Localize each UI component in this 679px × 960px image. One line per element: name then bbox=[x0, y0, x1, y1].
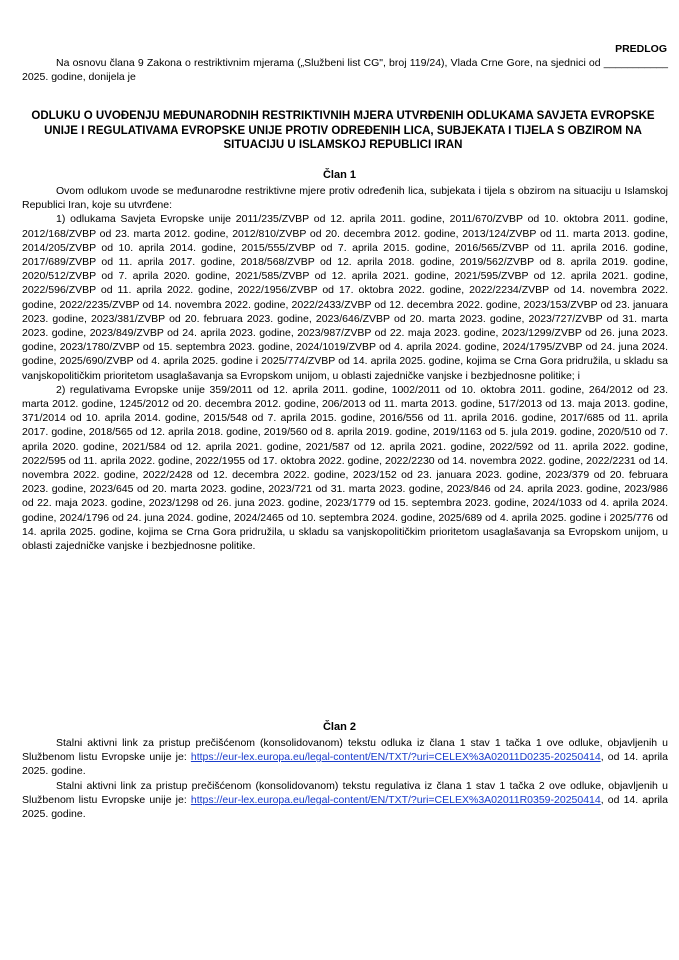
intro-text: Na osnovu člana 9 Zakona o restriktivnim mjerama („Službeni list CG", broj 119/24), Vlada Crne Gore, na sjednici od ___________ 2025. godine, donijela je bbox=[22, 57, 668, 84]
eur-lex-decisions-link[interactable]: https://eur-lex.europa.eu/legal-content/EN/TXT/?uri=CELEX%3A02011D0235-20250414 bbox=[190, 751, 601, 764]
clan-1-item-1: 1) odlukama Savjeta Evropske unije 2011/235/ZVBP od 12. aprila 2011. godine, 2011/670/ZVBP od 10. oktobra 2011. godine, 2012/168/ZVBP od 23. marta 2012. godine, 2012/810/ZVBP od 20. decembra 2012. godine, 2013/124/ZVBP od 11. marta 2013. godine, 2014/205/ZVBP od 10. aprila 2014. godine, 2015/555/ZVBP od 7. aprila 2015. godine, 2016/565/ZVBP od 11. aprila 2016. godine, 2017/689/ZVBP od 11. aprila 2017. godine, 2018/568/ZVBP od 12. aprila 2018. godine, 2019/562/ZVBP od 8. aprila 2019. godine, 2020/512/ZVBP od 7. aprila 2020. godine, 2021/585/ZVBP od 12. aprila 2021. godine, 2021/595/ZVBP od 12. aprila 2021. godine, 2022/596/ZVBP od 11. aprila 2022. godine, 2022/1956/ZVBP od 17. oktobra 2022. godine, 2022/2234/ZVBP od 14. novembra 2022. godine, 2022/2235/ZVBP od 14. novembra 2022. godine, 2022/2433/ZVBP od 12. decembra 2022. godine, 2023/153/ZVBP od 23. januara 2023. godine, 2023/381/ZVBP od 20. februara 2023. godine, 2023/646/ZVBP od 20. marta 2023. godine, 2023/727/ZVBP od 31. marta 2023. godine, 2023/849/ZVBP od 24. aprila 2023. godine, 2023/987/ZVBP od 22. maja 2023. godine, 2023/1299/ZVBP od 26. juna 2023. godine, 2023/1780/ZVBP od 15. septembra 2023. godine, 2024/1019/ZVBP od 4. aprila 2024. godine, 2024/1795/ZVBP od 24. juna 2024. godine, 2025/690/ZVBP od 4. aprila 2025. godine i 2025/774/ZVBP od 14. aprila 2025. godine, kojima se Crna Gora pridružila, u skladu sa vanjskopolitičkim prioritetom usaglašavanja sa Evropskom unijom, u oblasti zajedničke vanjske i bezbjednosne politike; i bbox=[22, 213, 668, 382]
predlog-label: PREDLOG bbox=[615, 43, 667, 55]
eur-lex-regulations-link[interactable]: https://eur-lex.europa.eu/legal-content/EN/TXT/?uri=CELEX%3A02011R0359-20250414 bbox=[190, 793, 601, 806]
clan-1-body bbox=[22, 184, 668, 553]
clan-2-p1-text: Stalni aktivni link za pristup prečišćenom (konsolidovanom) tekstu odluka iz člana 1 stav 1 tačka 1 ove odluke, objavljenih u Službenom listu Evropske unije je: bbox=[22, 737, 668, 764]
clan-2-body bbox=[22, 736, 668, 821]
clan-2-p2-date: , od 14. aprila 2025. godine. bbox=[22, 793, 668, 821]
clan-2-paragraph-1 bbox=[22, 736, 668, 779]
intro-paragraph bbox=[22, 56, 668, 84]
clan-1-item-2: 2) regulativama Evropske unije 359/2011 od 12. aprila 2011. godine, 1002/2011 od 10. oktobra 2011. godine, 264/2012 od 23. marta 2012. godine, 1245/2012 od 20. decembra 2012. godine, 206/2013 od 11. marta 2013. godine, 517/2013 od 13. maja 2013. godine, 371/2014 od 10. aprila 2014. godine, 2015/548 od 7. aprila 2015. godine, 2016/556 od 11. aprila 2016. godine, 2017/685 od 11. aprila 2017. godine, 2018/565 od 12. aprila 2018. godine, 2019/560 od 8. aprila 2019. godine, 2019/1163 od 5. jula 2019. godine, 2020/510 od 7. aprila 2020. godine, 2021/584 od 12. aprila 2021. godine, 2021/587 od 12. aprila 2021. godine, 2022/592 od 11. aprila 2022. godine, 2022/595 od 11. aprila 2022. godine, 2022/1955 od 17. oktobra 2022. godine, 2022/2230 od 14. novembra 2022. godine, 2022/2231 od 14. novembra 2022. godine, 2022/2428 od 12. decembra 2022. godine, 2023/152 od 23. januara 2023. godine, 2023/379 od 20. februara 2023. godine, 2023/645 od 20. marta 2023. godine, 2023/721 od 31. marta 2023. godine, 2023/846 od 24. aprila 2023. godine, 2023/986 od 22. maja 2023. godine, 2023/1298 od 26. juna 2023. godine, 2023/1779 od 15. septembra 2023. godine, 2024/1033 od 4. aprila 2024. godine, 2024/1796 od 24. juna 2024. godine, 2024/2465 od 10. septembra 2024. godine, 2025/689 od 4. aprila 2025. godine i 2025/776 od 14. aprila 2025. godine, kojima se Crna Gora pridružila, u skladu sa vanjskopolitičkim prioritetom usaglašavanja sa Evropskom unijom, u oblasti zajedničke vanjske i bezbjednosne politike. bbox=[22, 383, 668, 553]
clan-1-paragraph: Ovom odlukom uvode se međunarodne restriktivne mjere protiv određenih lica, subjekata i tijela s obzirom na situaciju u Islamskoj Republici Iran, koje su utvrđene: bbox=[22, 185, 668, 212]
clan-1-heading: Član 1 bbox=[322, 169, 356, 181]
clan-2-paragraph-2 bbox=[22, 779, 668, 822]
clan-2-p1-date: , od 14. aprila 2025. godine. bbox=[22, 751, 668, 778]
clan-2-p2-text: Stalni aktivni link za pristup prečišćenom (konsolidovanom) tekstu regulativa iz člana 1 stav 1 tačka 2 ove odluke, objavljenih u Službenom listu Evropske unije je: bbox=[22, 779, 668, 806]
clan-2-heading: Član 2 bbox=[322, 721, 356, 733]
document-title: ODLUKU O UVOĐENJU MEĐUNARODNIH RESTRIKTIVNIH MJERA UTVRĐENIH ODLUKAMA SAVJETA EVROPSKE UNIJE I REGULATIVAMA EVROPSKE UNIJE PROTIV ODREĐENIH LICA, SUBJEKATA I TIJELA S OBZIROM NA SITUACIJU U ISLAMSKOJ REPUBLICI IRAN bbox=[31, 110, 655, 152]
